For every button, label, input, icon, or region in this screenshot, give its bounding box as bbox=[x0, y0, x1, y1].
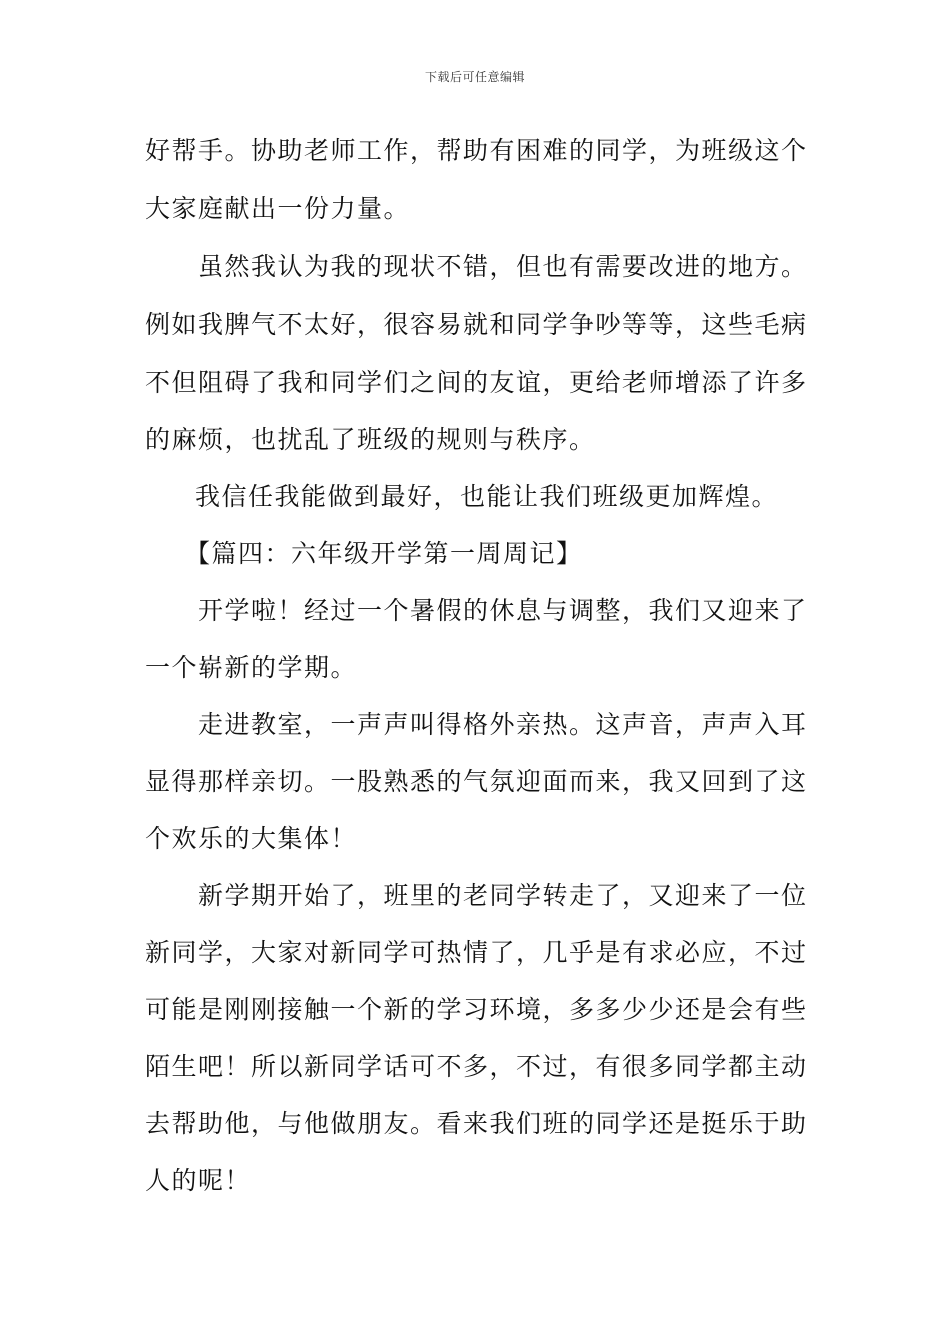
text-line: 显得那样亲切。一股熟悉的气氛迎面而来，我又回到了这 bbox=[145, 767, 808, 796]
section-heading: 【篇四：六年级开学第一周周记】 bbox=[185, 539, 583, 568]
text-line: 个欢乐的大集体！ bbox=[145, 824, 358, 853]
text-line: 大家庭献出一份力量。 bbox=[145, 194, 411, 223]
text-line: 好帮手。协助老师工作，帮助有困难的同学，为班级这个 bbox=[145, 136, 808, 165]
text-line: 新学期开始了，班里的老同学转走了，又迎来了一位 bbox=[198, 881, 808, 910]
text-line: 人的呢！ bbox=[145, 1166, 252, 1195]
text-line: 新同学，大家对新同学可热情了，几乎是有求必应，不过 bbox=[145, 938, 808, 967]
text-line: 虽然我认为我的现状不错，但也有需要改进的地方。 bbox=[198, 252, 808, 281]
text-line: 的麻烦，也扰乱了班级的规则与秩序。 bbox=[145, 425, 596, 454]
text-line: 开学啦！经过一个暑假的休息与调整，我们又迎来了 bbox=[198, 596, 808, 625]
text-line: 走进教室，一声声叫得格外亲热。这声音，声声入耳 bbox=[198, 710, 808, 739]
page-header: 下载后可任意编辑 bbox=[424, 70, 525, 84]
text-line: 我信任我能做到最好，也能让我们班级更加辉煌。 bbox=[195, 482, 779, 511]
text-line: 不但阻碍了我和同学们之间的友谊，更给老师增添了许多 bbox=[145, 368, 808, 397]
text-line: 例如我脾气不太好，很容易就和同学争吵等等，这些毛病 bbox=[145, 310, 808, 339]
text-line: 去帮助他，与他做朋友。看来我们班的同学还是挺乐于助 bbox=[145, 1109, 808, 1138]
text-line: 一个崭新的学期。 bbox=[145, 653, 358, 682]
text-line: 可能是刚刚接触一个新的学习环境，多多少少还是会有些 bbox=[145, 995, 808, 1024]
text-line: 陌生吧！所以新同学话可不多，不过，有很多同学都主动 bbox=[145, 1052, 808, 1081]
